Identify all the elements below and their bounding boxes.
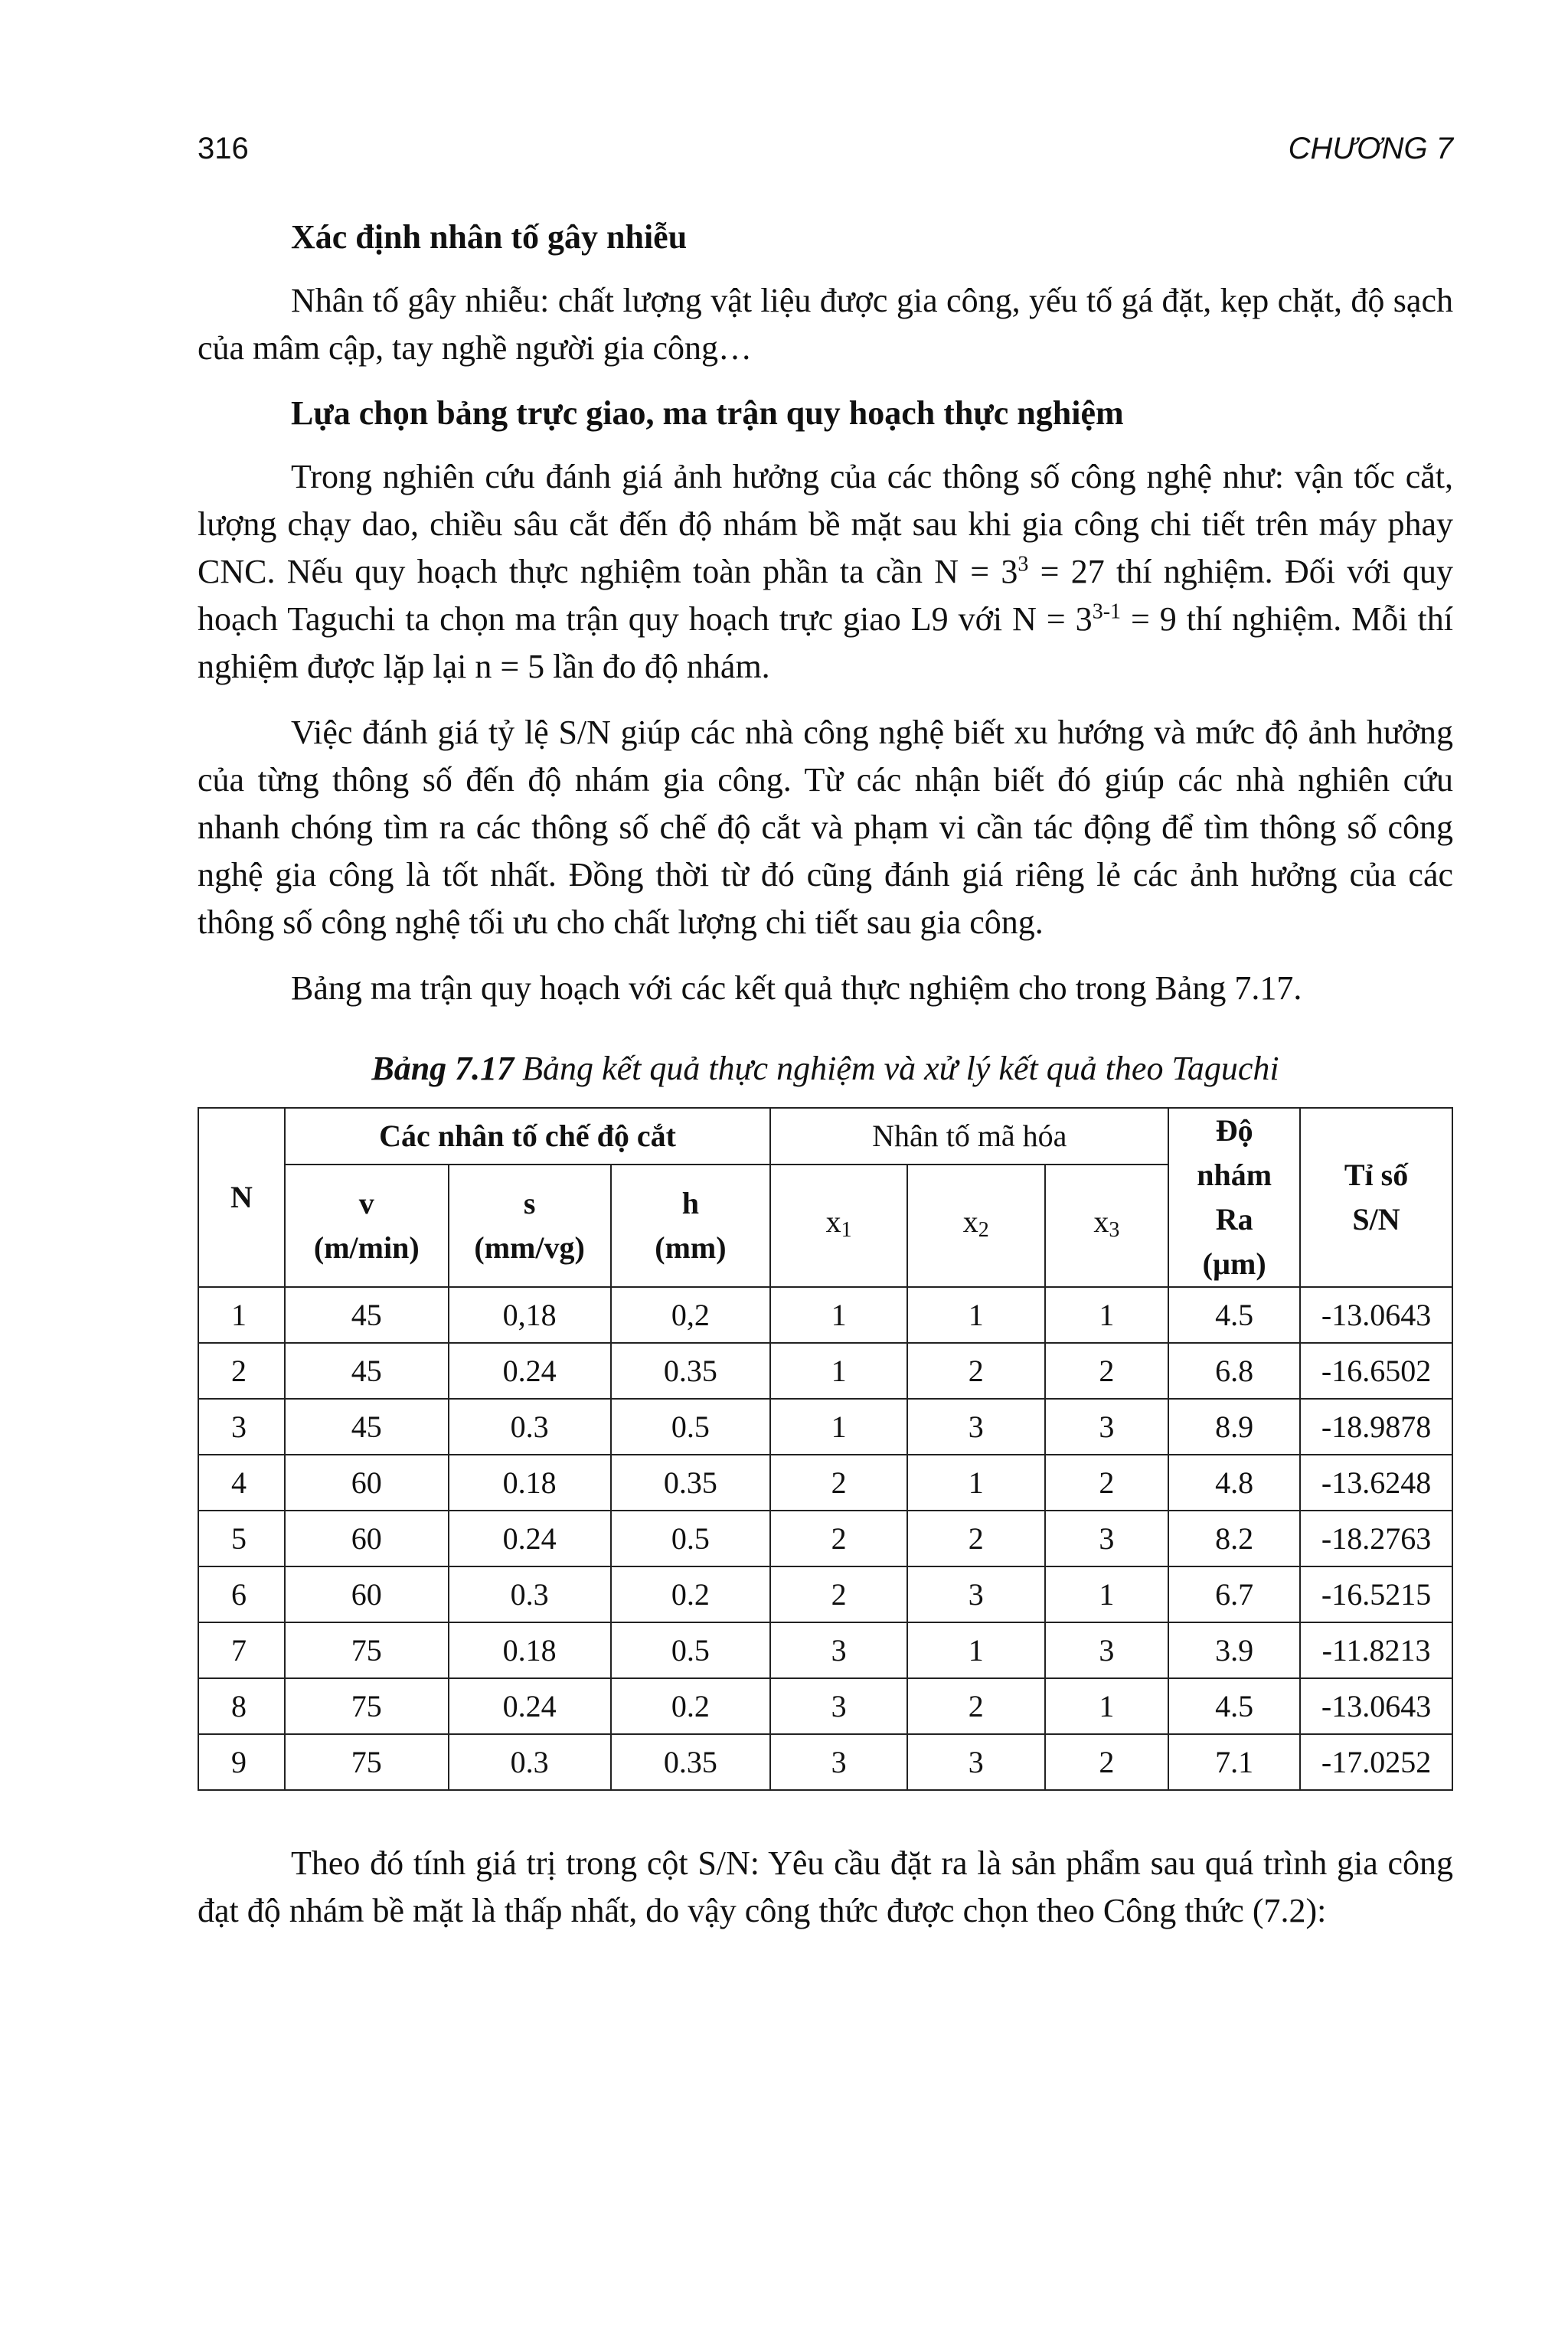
cell-v: 60 [285,1511,449,1566]
header-s-unit: (mm/vg) [474,1230,585,1265]
table-caption [198,1046,1453,1092]
cell-sn: -16.5215 [1300,1566,1452,1622]
cell-ra: 4.5 [1168,1678,1300,1734]
cell-x3: 1 [1045,1678,1169,1734]
noise-factor-heading: Xác định nhân tố gây nhiễu [291,218,688,256]
cell-sn: -13.0643 [1300,1678,1452,1734]
cell-ra: 7.1 [1168,1734,1300,1790]
cell-ra: 4.5 [1168,1287,1300,1343]
cell-s: 0.18 [449,1622,611,1678]
table-header-row-1 [198,1108,1452,1165]
cell-h: 0.35 [611,1734,771,1790]
cell-v: 45 [285,1343,449,1399]
cell-x1: 1 [770,1399,907,1455]
cell-x2: 1 [907,1287,1045,1343]
cell-s: 0.24 [449,1343,611,1399]
cell-x1: 3 [770,1734,907,1790]
cell-h: 0.5 [611,1511,771,1566]
cell-s: 0.18 [449,1455,611,1511]
cell-n: 4 [198,1455,285,1511]
cell-v: 45 [285,1399,449,1455]
header-v [285,1165,449,1287]
cell-x1: 3 [770,1622,907,1678]
cell-h: 0.2 [611,1678,771,1734]
table-caption-number: Bảng 7.17 [371,1050,514,1087]
table-row [198,1399,1452,1455]
header-roughness-line-3: Ra [1215,1202,1253,1236]
table-row [198,1734,1452,1790]
cell-ra: 3.9 [1168,1622,1300,1678]
header-x2 [907,1165,1045,1287]
cell-sn: -11.8213 [1300,1622,1452,1678]
header-v-unit: (m/min) [313,1230,420,1265]
cell-ra: 6.7 [1168,1566,1300,1622]
cell-v: 60 [285,1455,449,1511]
cell-x3: 3 [1045,1511,1169,1566]
cell-h: 0.2 [611,1566,771,1622]
table-row [198,1455,1452,1511]
header-x1 [770,1165,907,1287]
header-s-symbol: s [523,1186,536,1220]
cell-n: 5 [198,1511,285,1566]
table-row [198,1566,1452,1622]
cell-x2: 1 [907,1455,1045,1511]
cell-h: 0,2 [611,1287,771,1343]
plan-text-b: = 27 thí nghiệm. Đối với quy hoạch Taguchi ta chọn ma trận quy hoạch trực giao L9 với N = 3 [198,553,1453,638]
header-x2-symbol: x [962,1204,978,1239]
cell-ra: 6.8 [1168,1343,1300,1399]
cell-sn: -17.0252 [1300,1734,1452,1790]
cell-x3: 3 [1045,1622,1169,1678]
cell-v: 75 [285,1622,449,1678]
header-x2-subscript: 2 [978,1217,989,1242]
header-sn-line-1: Tỉ số [1344,1158,1409,1192]
cell-n: 3 [198,1399,285,1455]
header-roughness-line-1: Độ [1215,1113,1253,1148]
cell-s: 0.24 [449,1511,611,1566]
header-x1-symbol: x [825,1204,841,1239]
header-cutting-factors: Các nhân tố chế độ cắt [285,1108,770,1165]
cell-s: 0.3 [449,1399,611,1455]
cell-x3: 3 [1045,1399,1169,1455]
cell-n: 6 [198,1566,285,1622]
cell-s: 0.24 [449,1678,611,1734]
cell-n: 1 [198,1287,285,1343]
cell-x2: 2 [907,1343,1045,1399]
cell-x3: 1 [1045,1566,1169,1622]
header-roughness-line-4: (µm) [1202,1246,1266,1281]
cell-x1: 3 [770,1678,907,1734]
cell-h: 0.35 [611,1455,771,1511]
cell-x1: 2 [770,1511,907,1566]
cell-n: 7 [198,1622,285,1678]
header-x3-subscript: 3 [1109,1217,1120,1242]
cell-sn: -13.6248 [1300,1455,1452,1511]
cell-sn: -18.9878 [1300,1399,1452,1455]
cell-ra: 8.2 [1168,1511,1300,1566]
cell-s: 0,18 [449,1287,611,1343]
cell-v: 60 [285,1566,449,1622]
noise-factor-paragraph: Nhân tố gây nhiễu: chất lượng vật liệu được gia công, yếu tố gá đặt, kẹp chặt, độ sạch của mâm cập, tay nghề người gia công… [198,282,1453,367]
cell-x2: 3 [907,1399,1045,1455]
plan-text-c: = 9 thí nghiệm. Mỗi thí nghiệm được lặp lại n = 5 lần đo độ nhám. [198,600,1453,685]
cell-x1: 1 [770,1343,907,1399]
table-body [198,1287,1452,1790]
table-caption-text: Bảng kết quả thực nghiệm và xử lý kết quả theo Taguchi [514,1050,1279,1087]
cell-h: 0.35 [611,1343,771,1399]
table-row [198,1343,1452,1399]
cell-sn: -18.2763 [1300,1511,1452,1566]
cell-s: 0.3 [449,1734,611,1790]
header-sn-ratio [1300,1108,1452,1287]
cell-sn: -16.6502 [1300,1343,1452,1399]
running-header [198,130,1453,167]
table-row [198,1511,1452,1566]
header-s [449,1165,611,1287]
cell-sn: -13.0643 [1300,1287,1452,1343]
header-roughness-line-2: nhám [1197,1158,1272,1192]
chapter-title: CHƯƠNG 7 [1288,132,1453,165]
table-row [198,1678,1452,1734]
cell-n: 8 [198,1678,285,1734]
header-h-symbol: h [681,1186,700,1220]
header-coded-factors: Nhân tố mã hóa [770,1108,1168,1165]
cell-x3: 2 [1045,1343,1169,1399]
plan-text-a: Trong nghiên cứu đánh giá ảnh hưởng của các thông số công nghệ như: vận tốc cắt, lượng chạy dao, chiều sâu cắt đến độ nhám bề mặt sau khi gia công chi tiết trên máy phay CNC. Nếu quy hoạch thực nghiệm toàn phần ta cần N = 3 [198,458,1453,590]
cell-v: 45 [285,1287,449,1343]
cell-x3: 1 [1045,1287,1169,1343]
cell-n: 2 [198,1343,285,1399]
sn-ratio-paragraph: Việc đánh giá tỷ lệ S/N giúp các nhà công nghệ biết xu hướng và mức độ ảnh hưởng của từng thông số đến độ nhám gia công. Từ các nhận biết đó giúp các nhà nghiên cứu nhanh chóng tìm ra các thông số chế độ cắt và phạm vi cần tác động để tìm thông số công nghệ gia công là tốt nhất. Đồng thời từ đó cũng đánh giá riêng lẻ các ảnh hưởng của các thông số công nghệ tối ưu cho chất lượng chi tiết sau gia công. [198,714,1453,941]
cell-x2: 1 [907,1622,1045,1678]
table-reference-paragraph: Bảng ma trận quy hoạch với các kết quả thực nghiệm cho trong Bảng 7.17. [291,969,1302,1007]
header-n: N [198,1108,285,1287]
header-v-symbol: v [358,1186,374,1220]
cell-x2: 3 [907,1566,1045,1622]
book-page [198,130,1453,1953]
header-x3 [1045,1165,1169,1287]
cell-x2: 2 [907,1511,1045,1566]
cell-n: 9 [198,1734,285,1790]
header-x3-symbol: x [1093,1204,1109,1239]
cell-ra: 8.9 [1168,1399,1300,1455]
cell-h: 0.5 [611,1399,771,1455]
header-h-unit: (mm) [655,1230,727,1265]
header-h [611,1165,771,1287]
cell-x1: 2 [770,1566,907,1622]
header-sn-line-2: S/N [1352,1202,1400,1236]
header-roughness [1168,1108,1300,1287]
page-number: 316 [198,132,249,165]
cell-x2: 3 [907,1734,1045,1790]
cell-x2: 2 [907,1678,1045,1734]
cell-x3: 2 [1045,1455,1169,1511]
cell-v: 75 [285,1678,449,1734]
table-row [198,1622,1452,1678]
cell-ra: 4.8 [1168,1455,1300,1511]
closing-paragraph: Theo đó tính giá trị trong cột S/N: Yêu cầu đặt ra là sản phẩm sau quá trình gia công đạt độ nhám bề mặt là thấp nhất, do vậy công thức được chọn theo Công thức (7.2): [198,1844,1453,1929]
cell-h: 0.5 [611,1622,771,1678]
header-x1-subscript: 1 [841,1217,852,1242]
table-row [198,1287,1452,1343]
cell-x3: 2 [1045,1734,1169,1790]
experiment-plan-paragraph [198,453,1453,691]
orthogonal-array-heading: Lựa chọn bảng trực giao, ma trận quy hoạch thực nghiệm [291,394,1124,432]
plan-exponent-2: 3-1 [1092,599,1122,624]
cell-x1: 1 [770,1287,907,1343]
cell-v: 75 [285,1734,449,1790]
cell-s: 0.3 [449,1566,611,1622]
taguchi-results-table [198,1107,1453,1791]
plan-exponent-1: 3 [1018,552,1029,577]
cell-x1: 2 [770,1455,907,1511]
